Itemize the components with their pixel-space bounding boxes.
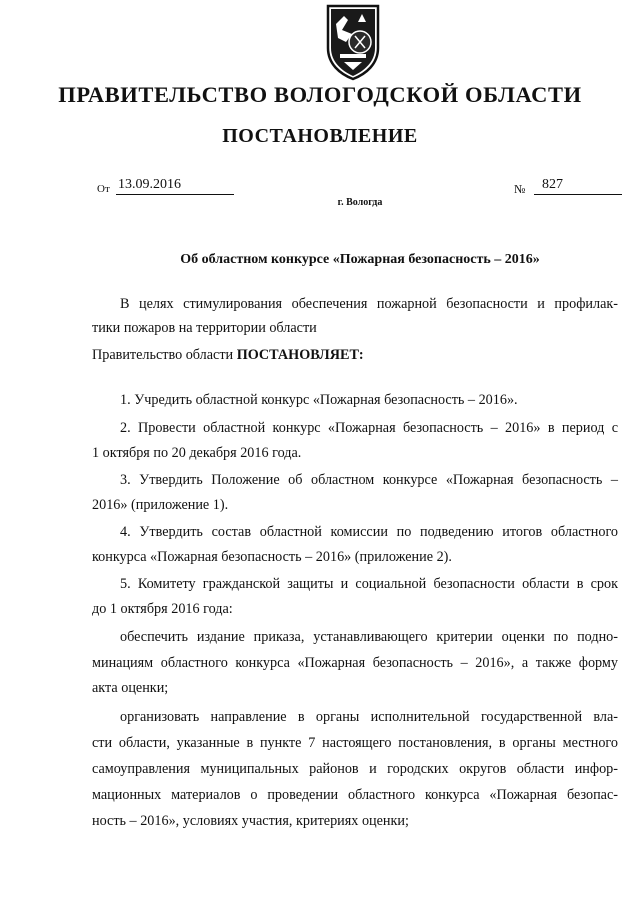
document-number: 827 [534,176,622,195]
paragraph-line: акта оценки; [92,680,169,696]
document-type: ПОСТАНОВЛЕНИЕ [222,125,418,147]
paragraph-line: конкурса «Пожарная безопасность – 2016» (приложение 2). [92,549,452,565]
organization-name: ПРАВИТЕЛЬСТВО ВОЛОГОДСКОЙ ОБЛАСТИ [58,82,582,107]
paragraph-line: организовать направление в органы исполнительной государственной вла- [120,709,618,725]
date-label: От [97,183,110,195]
paragraph-line: мационных материалов о проведении областного конкурса «Пожарная безопас- [92,787,618,803]
decree-line [92,342,618,368]
decree-word: ПОСТАНОВЛЯЕТ: [236,347,364,363]
paragraph-line: 5. Комитету гражданской защиты и социальной безопасности области в срок [120,576,618,592]
paragraph-line: до 1 октября 2016 года: [92,601,233,617]
paragraph-line: 2. Провести областной конкурс «Пожарная безопасность – 2016» в период с [120,420,618,436]
paragraph-line: самоуправления муниципальных районов и городских округов области инфор- [92,761,618,777]
document-title: Об областном конкурсе «Пожарная безопасность – 2016» [180,252,540,267]
paragraph-line: 1. Учредить областной конкурс «Пожарная безопасность – 2016». [120,392,518,408]
decree-lead: Правительство области [92,347,237,363]
city: г. Вологда [337,197,383,208]
paragraph-line: минациям областного конкурса «Пожарная безопасность – 2016», а также форму [92,655,618,671]
number-label: № [514,182,526,196]
paragraph-line: 4. Утвердить состав областной комиссии по подведению итогов областного [120,524,618,540]
paragraph-line: ность – 2016», условиях участия, критериях оценки; [92,813,409,829]
paragraph-line: сти области, указанные в пункте 7 настоящего постановления, в органы местного [92,735,618,751]
preamble-line: В целях стимулирования обеспечения пожарной безопасности и профилак- [120,296,618,312]
paragraph-line: обеспечить издание приказа, устанавливающего критерии оценки по подно- [120,629,618,645]
coat-of-arms-icon [322,2,384,82]
paragraph-line: 1 октября по 20 декабря 2016 года. [92,445,302,461]
paragraph-line: 3. Утвердить Положение об областном конкурсе «Пожарная безопасность – [120,472,618,488]
document-date: 13.09.2016 [116,176,234,195]
preamble-line: тики пожаров на территории области [92,320,317,336]
paragraph-line: 2016» (приложение 1). [92,497,229,513]
